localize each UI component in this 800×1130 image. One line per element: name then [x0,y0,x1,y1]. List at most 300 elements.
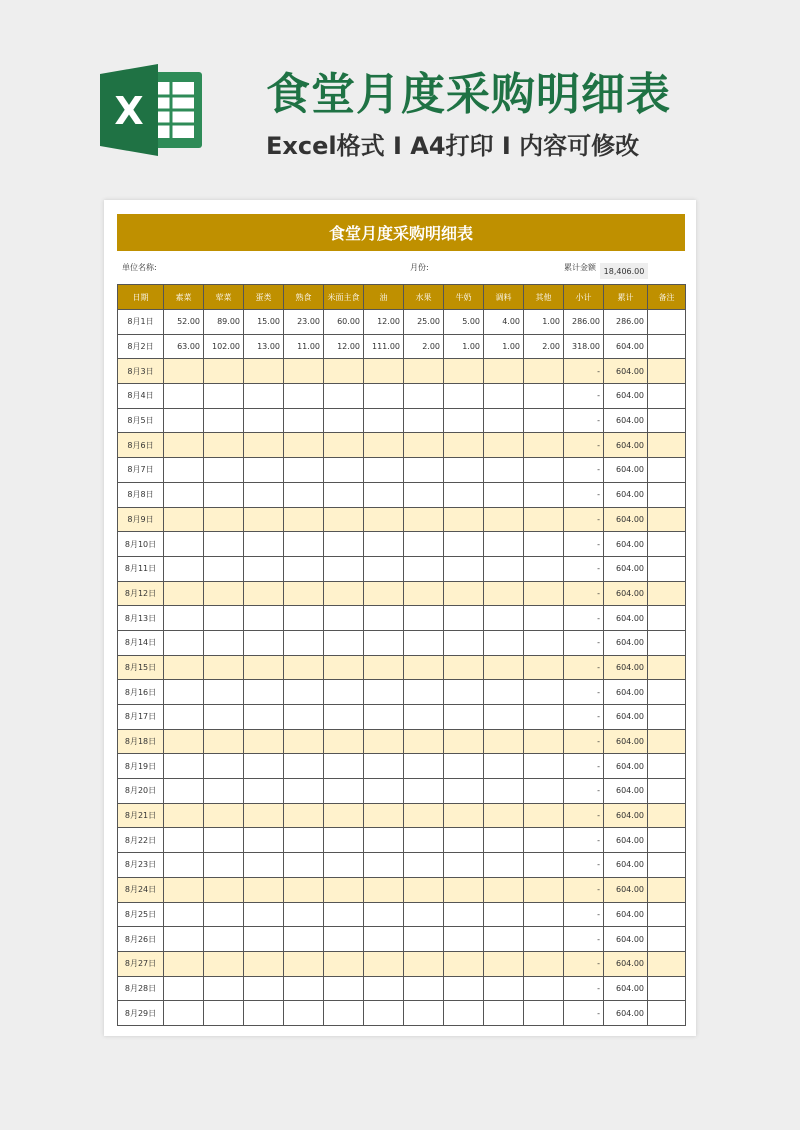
table-cell[interactable] [524,532,564,557]
table-cell[interactable]: - [564,779,604,804]
table-cell[interactable] [484,359,524,384]
table-cell[interactable] [444,779,484,804]
table-cell[interactable] [204,384,244,409]
table-cell[interactable] [204,532,244,557]
table-cell[interactable] [284,705,324,730]
table-cell[interactable]: 1.00 [484,334,524,359]
table-cell[interactable]: 604.00 [604,630,648,655]
table-cell[interactable] [364,655,404,680]
table-cell[interactable] [484,754,524,779]
table-cell[interactable] [524,951,564,976]
table-cell[interactable]: 12.00 [324,334,364,359]
table-cell[interactable] [648,779,686,804]
table-cell[interactable] [164,458,204,483]
table-cell[interactable] [164,803,204,828]
table-cell[interactable] [484,976,524,1001]
table-cell[interactable] [404,482,444,507]
table-cell[interactable] [284,828,324,853]
table-cell[interactable] [244,803,284,828]
table-cell[interactable] [284,507,324,532]
table-cell[interactable] [164,680,204,705]
table-cell[interactable] [648,976,686,1001]
table-cell[interactable] [444,927,484,952]
table-cell[interactable] [404,951,444,976]
table-cell[interactable] [164,507,204,532]
table-cell[interactable] [444,581,484,606]
table-cell[interactable]: 63.00 [164,334,204,359]
table-cell[interactable]: 12.00 [364,310,404,335]
table-cell[interactable] [324,779,364,804]
table-cell[interactable]: - [564,1001,604,1026]
table-cell[interactable] [484,779,524,804]
table-cell[interactable] [284,729,324,754]
table-cell[interactable]: - [564,433,604,458]
table-cell[interactable] [484,458,524,483]
table-cell[interactable] [164,853,204,878]
table-cell[interactable] [324,729,364,754]
table-cell[interactable] [164,976,204,1001]
table-cell[interactable] [204,902,244,927]
table-cell[interactable] [444,951,484,976]
table-cell[interactable]: - [564,482,604,507]
date-cell[interactable]: 8月14日 [118,630,164,655]
table-cell[interactable] [324,1001,364,1026]
date-cell[interactable]: 8月10日 [118,532,164,557]
table-cell[interactable] [444,705,484,730]
table-cell[interactable] [164,754,204,779]
table-cell[interactable]: 604.00 [604,729,648,754]
table-cell[interactable] [164,433,204,458]
table-cell[interactable] [484,853,524,878]
table-cell[interactable] [284,853,324,878]
table-cell[interactable]: 5.00 [444,310,484,335]
date-cell[interactable]: 8月12日 [118,581,164,606]
table-cell[interactable]: - [564,853,604,878]
table-cell[interactable] [444,680,484,705]
table-cell[interactable] [324,507,364,532]
table-cell[interactable]: - [564,655,604,680]
table-cell[interactable] [364,680,404,705]
table-cell[interactable] [444,976,484,1001]
table-cell[interactable]: 604.00 [604,976,648,1001]
table-cell[interactable] [484,408,524,433]
table-cell[interactable]: 604.00 [604,334,648,359]
table-cell[interactable] [364,359,404,384]
table-cell[interactable]: - [564,729,604,754]
table-cell[interactable] [404,433,444,458]
table-cell[interactable] [204,877,244,902]
table-cell[interactable]: 60.00 [324,310,364,335]
table-cell[interactable] [484,902,524,927]
date-cell[interactable]: 8月11日 [118,556,164,581]
table-cell[interactable] [484,384,524,409]
table-cell[interactable] [524,408,564,433]
table-cell[interactable] [204,630,244,655]
table-cell[interactable] [524,482,564,507]
table-cell[interactable] [244,606,284,631]
table-cell[interactable] [324,482,364,507]
table-cell[interactable]: 25.00 [404,310,444,335]
table-cell[interactable] [524,433,564,458]
table-cell[interactable]: 11.00 [284,334,324,359]
table-cell[interactable] [204,581,244,606]
table-cell[interactable] [164,384,204,409]
table-cell[interactable] [204,828,244,853]
table-cell[interactable] [404,408,444,433]
table-cell[interactable] [648,507,686,532]
table-cell[interactable] [164,1001,204,1026]
table-cell[interactable] [164,630,204,655]
table-cell[interactable] [364,927,404,952]
table-cell[interactable]: 604.00 [604,482,648,507]
table-cell[interactable] [244,828,284,853]
table-cell[interactable] [524,384,564,409]
table-cell[interactable] [284,556,324,581]
table-cell[interactable] [204,927,244,952]
table-cell[interactable] [284,606,324,631]
table-cell[interactable] [244,458,284,483]
date-cell[interactable]: 8月5日 [118,408,164,433]
table-cell[interactable] [244,532,284,557]
table-cell[interactable]: - [564,902,604,927]
table-cell[interactable]: 604.00 [604,951,648,976]
table-cell[interactable]: 604.00 [604,408,648,433]
table-cell[interactable]: 4.00 [484,310,524,335]
table-cell[interactable] [404,581,444,606]
table-cell[interactable] [484,581,524,606]
table-cell[interactable] [484,630,524,655]
table-cell[interactable]: - [564,976,604,1001]
table-cell[interactable] [524,458,564,483]
table-cell[interactable] [524,507,564,532]
table-cell[interactable] [524,655,564,680]
table-cell[interactable] [204,729,244,754]
table-cell[interactable] [364,828,404,853]
table-cell[interactable] [324,927,364,952]
table-cell[interactable] [284,779,324,804]
table-cell[interactable] [244,581,284,606]
table-cell[interactable] [524,976,564,1001]
date-cell[interactable]: 8月29日 [118,1001,164,1026]
table-cell[interactable] [648,482,686,507]
table-cell[interactable] [164,951,204,976]
table-cell[interactable] [244,680,284,705]
table-cell[interactable] [404,803,444,828]
date-cell[interactable]: 8月28日 [118,976,164,1001]
table-cell[interactable]: 604.00 [604,1001,648,1026]
table-cell[interactable] [164,828,204,853]
table-cell[interactable] [164,779,204,804]
table-cell[interactable]: 604.00 [604,384,648,409]
table-cell[interactable] [444,433,484,458]
table-cell[interactable] [364,877,404,902]
table-cell[interactable]: 604.00 [604,458,648,483]
table-cell[interactable] [444,803,484,828]
table-cell[interactable]: - [564,754,604,779]
table-cell[interactable] [324,581,364,606]
table-cell[interactable] [244,976,284,1001]
table-cell[interactable] [648,877,686,902]
date-cell[interactable]: 8月19日 [118,754,164,779]
date-cell[interactable]: 8月23日 [118,853,164,878]
table-cell[interactable]: 604.00 [604,779,648,804]
table-cell[interactable] [204,556,244,581]
table-cell[interactable] [284,1001,324,1026]
table-cell[interactable] [284,877,324,902]
table-cell[interactable] [284,754,324,779]
table-cell[interactable] [364,902,404,927]
table-cell[interactable] [204,507,244,532]
table-cell[interactable] [284,482,324,507]
date-cell[interactable]: 8月2日 [118,334,164,359]
table-cell[interactable] [164,556,204,581]
table-cell[interactable] [364,581,404,606]
table-cell[interactable]: - [564,951,604,976]
table-cell[interactable]: 604.00 [604,581,648,606]
table-cell[interactable] [324,384,364,409]
table-cell[interactable] [284,458,324,483]
table-cell[interactable] [524,630,564,655]
table-cell[interactable] [284,433,324,458]
table-cell[interactable] [364,754,404,779]
table-cell[interactable] [444,507,484,532]
table-cell[interactable] [484,433,524,458]
table-cell[interactable]: 13.00 [244,334,284,359]
date-cell[interactable]: 8月4日 [118,384,164,409]
table-cell[interactable] [648,828,686,853]
table-cell[interactable]: 604.00 [604,359,648,384]
table-cell[interactable]: - [564,408,604,433]
table-cell[interactable] [204,951,244,976]
table-cell[interactable]: 604.00 [604,828,648,853]
table-cell[interactable] [284,680,324,705]
table-cell[interactable] [524,556,564,581]
table-cell[interactable] [204,359,244,384]
table-cell[interactable] [204,705,244,730]
table-cell[interactable] [524,606,564,631]
table-cell[interactable] [164,902,204,927]
table-cell[interactable] [244,729,284,754]
table-cell[interactable] [284,655,324,680]
table-cell[interactable] [324,606,364,631]
table-cell[interactable] [164,606,204,631]
table-cell[interactable]: - [564,532,604,557]
date-cell[interactable]: 8月3日 [118,359,164,384]
table-cell[interactable] [648,655,686,680]
table-cell[interactable] [284,976,324,1001]
table-cell[interactable]: - [564,803,604,828]
table-cell[interactable]: 286.00 [604,310,648,335]
table-cell[interactable] [164,729,204,754]
table-cell[interactable] [484,655,524,680]
table-cell[interactable] [404,556,444,581]
table-cell[interactable] [164,581,204,606]
table-cell[interactable]: - [564,581,604,606]
table-cell[interactable]: 604.00 [604,754,648,779]
table-cell[interactable] [484,507,524,532]
table-cell[interactable] [404,729,444,754]
table-cell[interactable] [244,655,284,680]
table-cell[interactable] [324,655,364,680]
table-cell[interactable] [648,310,686,335]
table-cell[interactable] [244,705,284,730]
table-cell[interactable] [164,655,204,680]
table-cell[interactable] [364,951,404,976]
table-cell[interactable] [164,705,204,730]
table-cell[interactable] [444,655,484,680]
table-cell[interactable]: 604.00 [604,705,648,730]
table-cell[interactable] [524,779,564,804]
date-cell[interactable]: 8月21日 [118,803,164,828]
table-cell[interactable] [324,630,364,655]
table-cell[interactable] [204,458,244,483]
table-cell[interactable] [648,729,686,754]
table-cell[interactable] [404,877,444,902]
table-cell[interactable]: 1.00 [444,334,484,359]
table-cell[interactable] [524,754,564,779]
table-cell[interactable]: - [564,507,604,532]
table-cell[interactable]: 604.00 [604,853,648,878]
date-cell[interactable]: 8月15日 [118,655,164,680]
table-cell[interactable] [648,581,686,606]
table-cell[interactable]: 89.00 [204,310,244,335]
table-cell[interactable] [244,433,284,458]
table-cell[interactable] [164,408,204,433]
table-cell[interactable] [364,779,404,804]
table-cell[interactable] [484,877,524,902]
table-cell[interactable] [204,433,244,458]
table-cell[interactable] [484,705,524,730]
table-cell[interactable] [204,606,244,631]
table-cell[interactable]: 23.00 [284,310,324,335]
table-cell[interactable] [364,408,404,433]
table-cell[interactable] [404,680,444,705]
table-cell[interactable] [324,828,364,853]
table-cell[interactable] [364,630,404,655]
table-cell[interactable] [648,680,686,705]
table-cell[interactable] [364,556,404,581]
table-cell[interactable] [648,532,686,557]
table-cell[interactable] [284,359,324,384]
table-cell[interactable] [648,1001,686,1026]
table-cell[interactable] [648,606,686,631]
table-cell[interactable] [324,458,364,483]
table-cell[interactable] [244,359,284,384]
table-cell[interactable] [404,507,444,532]
table-cell[interactable] [444,408,484,433]
table-cell[interactable] [324,951,364,976]
table-cell[interactable] [204,803,244,828]
table-cell[interactable] [404,853,444,878]
table-cell[interactable] [204,754,244,779]
table-cell[interactable] [444,482,484,507]
table-cell[interactable] [284,951,324,976]
table-cell[interactable]: 15.00 [244,310,284,335]
table-cell[interactable] [244,556,284,581]
table-cell[interactable]: 2.00 [404,334,444,359]
table-cell[interactable] [324,853,364,878]
table-cell[interactable] [284,408,324,433]
table-cell[interactable] [444,853,484,878]
table-cell[interactable] [444,902,484,927]
table-cell[interactable]: 286.00 [564,310,604,335]
table-cell[interactable] [648,408,686,433]
table-cell[interactable] [284,532,324,557]
date-cell[interactable]: 8月8日 [118,482,164,507]
date-cell[interactable]: 8月16日 [118,680,164,705]
table-cell[interactable] [524,803,564,828]
table-cell[interactable]: - [564,877,604,902]
table-cell[interactable]: 52.00 [164,310,204,335]
table-cell[interactable]: 2.00 [524,334,564,359]
table-cell[interactable] [648,359,686,384]
table-cell[interactable] [444,359,484,384]
table-cell[interactable] [648,902,686,927]
table-cell[interactable] [444,729,484,754]
table-cell[interactable] [444,630,484,655]
date-cell[interactable]: 8月26日 [118,927,164,952]
table-cell[interactable] [204,408,244,433]
table-cell[interactable] [484,556,524,581]
table-cell[interactable] [484,482,524,507]
table-cell[interactable] [444,754,484,779]
date-cell[interactable]: 8月13日 [118,606,164,631]
table-cell[interactable] [244,951,284,976]
table-cell[interactable] [404,754,444,779]
table-cell[interactable] [524,680,564,705]
table-cell[interactable] [324,359,364,384]
table-cell[interactable] [648,927,686,952]
table-cell[interactable] [648,803,686,828]
table-cell[interactable] [404,705,444,730]
table-cell[interactable] [204,655,244,680]
table-cell[interactable] [524,853,564,878]
table-cell[interactable]: - [564,384,604,409]
table-cell[interactable] [244,630,284,655]
table-cell[interactable]: 604.00 [604,680,648,705]
table-cell[interactable] [524,1001,564,1026]
table-cell[interactable] [648,853,686,878]
table-cell[interactable] [444,532,484,557]
table-cell[interactable] [164,532,204,557]
table-cell[interactable] [244,1001,284,1026]
table-cell[interactable]: 604.00 [604,606,648,631]
table-cell[interactable] [484,1001,524,1026]
date-cell[interactable]: 8月27日 [118,951,164,976]
table-cell[interactable] [324,433,364,458]
table-cell[interactable] [404,655,444,680]
table-cell[interactable]: 1.00 [524,310,564,335]
table-cell[interactable] [524,705,564,730]
table-cell[interactable] [324,680,364,705]
table-cell[interactable]: - [564,458,604,483]
table-cell[interactable] [648,705,686,730]
table-cell[interactable] [324,976,364,1001]
table-cell[interactable] [484,927,524,952]
table-cell[interactable] [648,951,686,976]
table-cell[interactable] [324,877,364,902]
table-cell[interactable] [284,803,324,828]
table-cell[interactable] [444,1001,484,1026]
table-cell[interactable] [484,532,524,557]
table-cell[interactable] [404,927,444,952]
table-cell[interactable]: 604.00 [604,556,648,581]
table-cell[interactable] [284,581,324,606]
table-cell[interactable] [364,705,404,730]
table-cell[interactable] [324,803,364,828]
table-cell[interactable]: - [564,606,604,631]
table-cell[interactable] [284,384,324,409]
